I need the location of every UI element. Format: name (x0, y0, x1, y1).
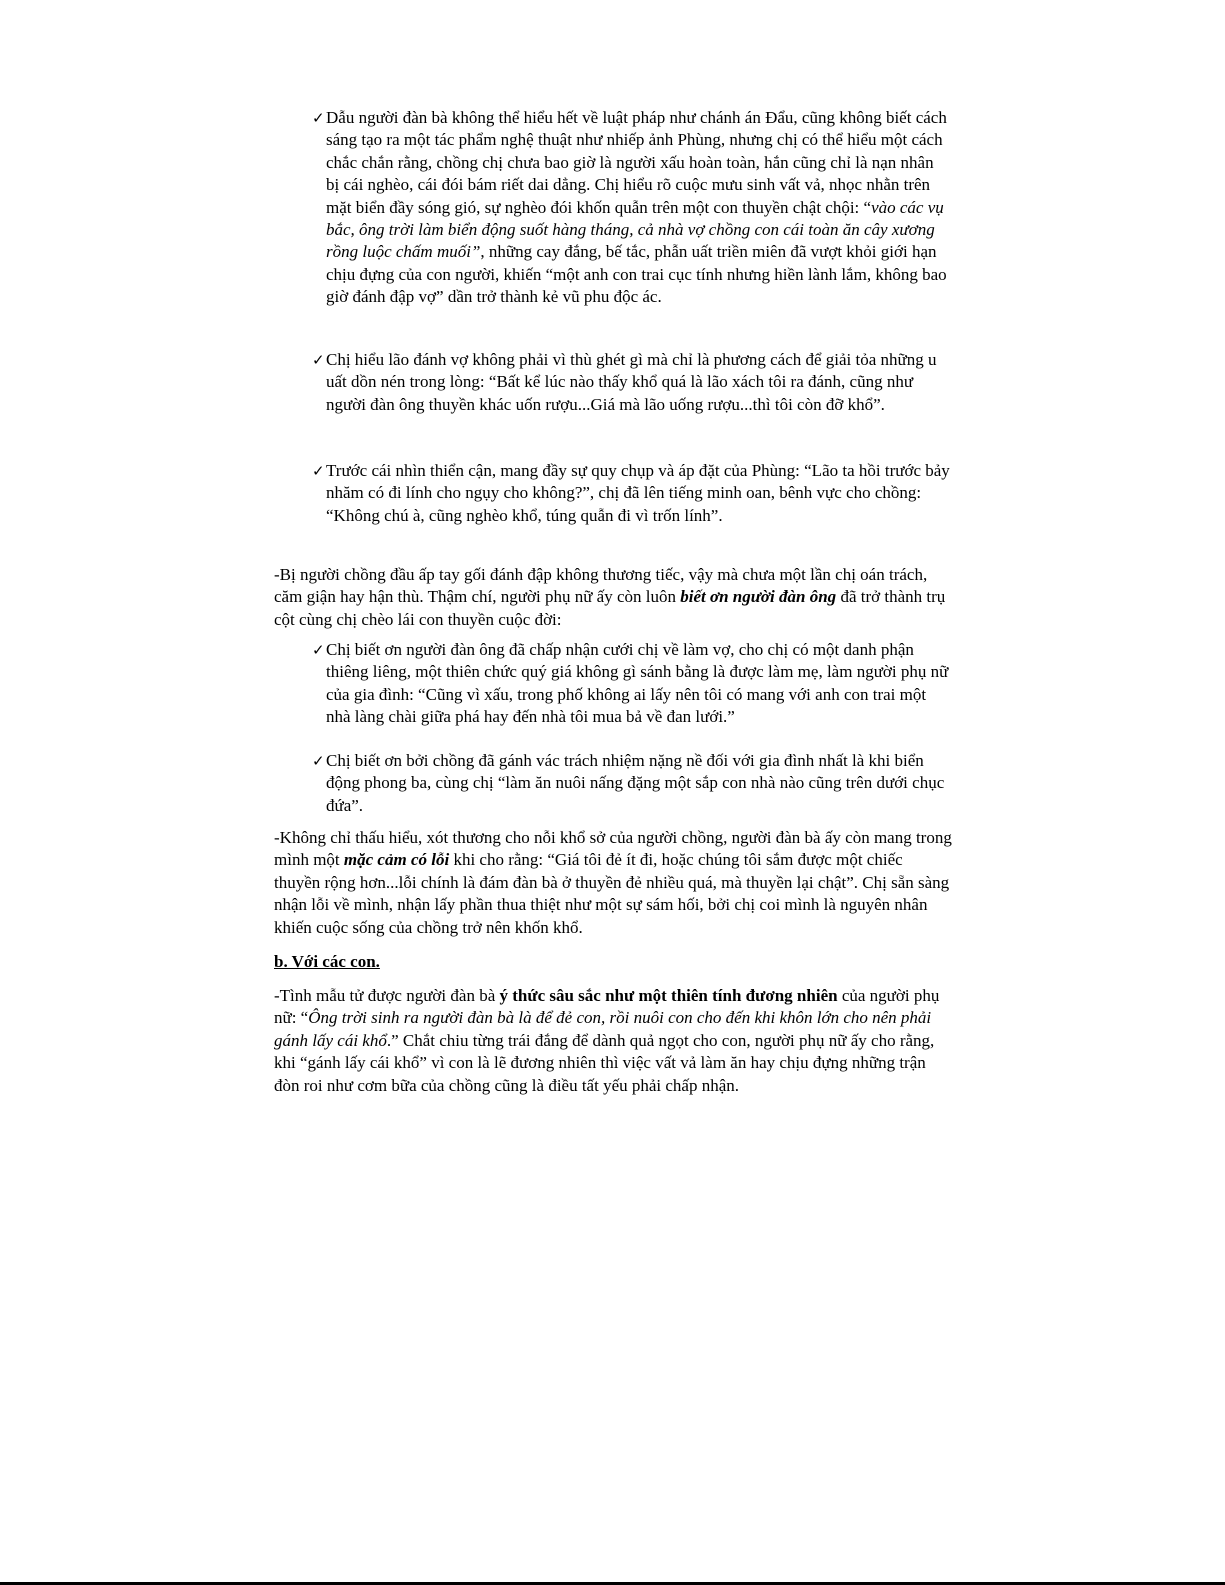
check-item-understanding-husband (302, 107, 950, 309)
text-segment: Dẫu người đàn bà không thể hiểu hết về luật pháp như chánh án Đẩu, cũng không biết cách sáng tạo ra một tác phẩm nghệ thuật như nhiếp ảnh Phùng, nhưng chị có thể hiểu một cách chắc chắn rằng, chồng chị chưa bao giờ là người xấu hoàn toàn, hắn cũng chỉ là nạn nhân bị cái nghèo, cái đói bám riết dai dẳng. Chị hiểu rõ cuộc mưu sinh vất vả, nhọc nhằn trên mặt biển đầy sóng gió, sự nghèo đói khốn quẫn trên một con thuyền chật chội: “ (326, 108, 947, 217)
text-segment: Chị biết ơn bởi chồng đã gánh vác trách nhiệm nặng nề đối với gia đình nhất là khi biển động phong ba, cùng chị “làm ăn nuôi nấng đặng một sắp con nhà nào cũng trên dưới chục đứa”. (326, 751, 945, 815)
paragraph-guilt (274, 827, 952, 939)
quote-italic: vào các vụ bắc, ông trời làm biển động suốt hàng tháng, cả nhà vợ chồng con cái toàn ăn cây xương rồng luộc chấm muối” (326, 197, 944, 262)
check-item-defending-husband (302, 460, 950, 527)
paragraph-motherhood (274, 985, 952, 1097)
text-segment: -Tình mẫu tử được người đàn bà (274, 986, 500, 1005)
section-heading: b. Với các con. (274, 952, 380, 971)
bold-italic-phrase: mặc cảm có lỗi (343, 850, 450, 870)
check-item-responsibility-gratitude (302, 750, 950, 817)
text-segment: -Bị người chồng đầu ấp tay gối đánh đập không thương tiếc, vậy mà chưa một lần chị oán trách, căm giận hay hận thù. Thậm chí, người phụ nữ ấy còn luôn (274, 565, 928, 607)
text-segment: đã trở thành trụ cột cùng chị chèo lái con thuyền cuộc đời: (274, 587, 946, 629)
paragraph-gratitude (274, 564, 952, 631)
text-segment: -Không chỉ thấu hiểu, xót thương cho nỗi khổ sở của người chồng, người đàn bà ấy còn mang trong mình một (274, 828, 952, 870)
check-item-beating-reason (302, 349, 950, 416)
bold-phrase: ý thức sâu sắc như một thiên tính đương nhiên (499, 986, 838, 1005)
text-segment: của người phụ nữ: “ (274, 986, 940, 1028)
check-mark-icon: ✓ (312, 462, 325, 480)
check-mark-icon: ✓ (312, 351, 325, 369)
text-segment: .” Chắt chiu từng trái đắng để dành quả ngọt cho con, người phụ nữ ấy cho rằng, khi “gánh lấy cái khổ” vì con là lẽ đương nhiên thì việc vất vả làm ăn hay chịu đựng những trận đòn roi như cơm bữa của chồng cũng là điều tất yếu phải chấp nhận. (274, 1030, 935, 1095)
text-segment: Chị hiểu lão đánh vợ không phải vì thù ghét gì mà chỉ là phương cách để giải tỏa những u uất dồn nén trong lòng: “Bất kể lúc nào thấy khổ quá là lão xách tôi ra đánh, cũng như người đàn ông thuyền khác uốn rượu...Giá mà lão uống rượu...thì tôi còn đỡ khổ”. (326, 350, 937, 414)
check-mark-icon: ✓ (312, 752, 325, 770)
text-segment: khi cho rằng: “Giá tôi đẻ ít đi, hoặc chúng tôi sắm được một chiếc thuyền rộng hơn...lỗi chính là đám đàn bà ở thuyền đẻ nhiều quá, mà thuyền lại chật”. Chị sẵn sàng nhận lỗi về mình, nhận lấy phần thua thiệt như một sự sám hối, bởi chị coi mình là nguyên nhân khiến cuộc sống của chồng trở nên khốn khổ. (274, 850, 950, 937)
quote-italic: Ông trời sinh ra người đàn bà là để đẻ con, rồi nuôi con cho đến khi khôn lớn cho nên phải gánh lấy cái khổ (274, 1008, 932, 1050)
text-segment: Trước cái nhìn thiển cận, mang đầy sự quy chụp và áp đặt của Phùng: “Lão ta hồi trước bảy nhăm có đi lính cho ngụy cho không?”, chị đã lên tiếng minh oan, bênh vực cho chồng: “Không chú à, cũng nghèo khổ, túng quẫn đi vì trốn lính”. (326, 461, 950, 525)
check-mark-icon: ✓ (312, 641, 325, 659)
text-segment: Chị biết ơn người đàn ông đã chấp nhận cưới chị về làm vợ, cho chị có một danh phận thiêng liêng, một thiên chức quý giá không gì sánh bằng là được làm mẹ, làm người phụ nữ của gia đình: “Cũng vì xấu, trong phố không ai lấy nên tôi có mang với anh con trai một nhà làng chài giữa phá hay đến nhà tôi mua bả về đan lưới.” (326, 640, 949, 727)
check-item-marriage-gratitude (302, 639, 950, 729)
text-segment: , những cay đắng, bế tắc, phẫn uất triền miên đã vượt khỏi giới hạn chịu đựng của con người, khiến “một anh con trai cục tính nhưng hiền lành lắm, không bao giờ đánh đập vợ” dần trở thành kẻ vũ phu độc ác. (326, 242, 947, 307)
check-mark-icon: ✓ (312, 109, 325, 127)
bold-italic-phrase: biết ơn người đàn ông (680, 587, 837, 607)
